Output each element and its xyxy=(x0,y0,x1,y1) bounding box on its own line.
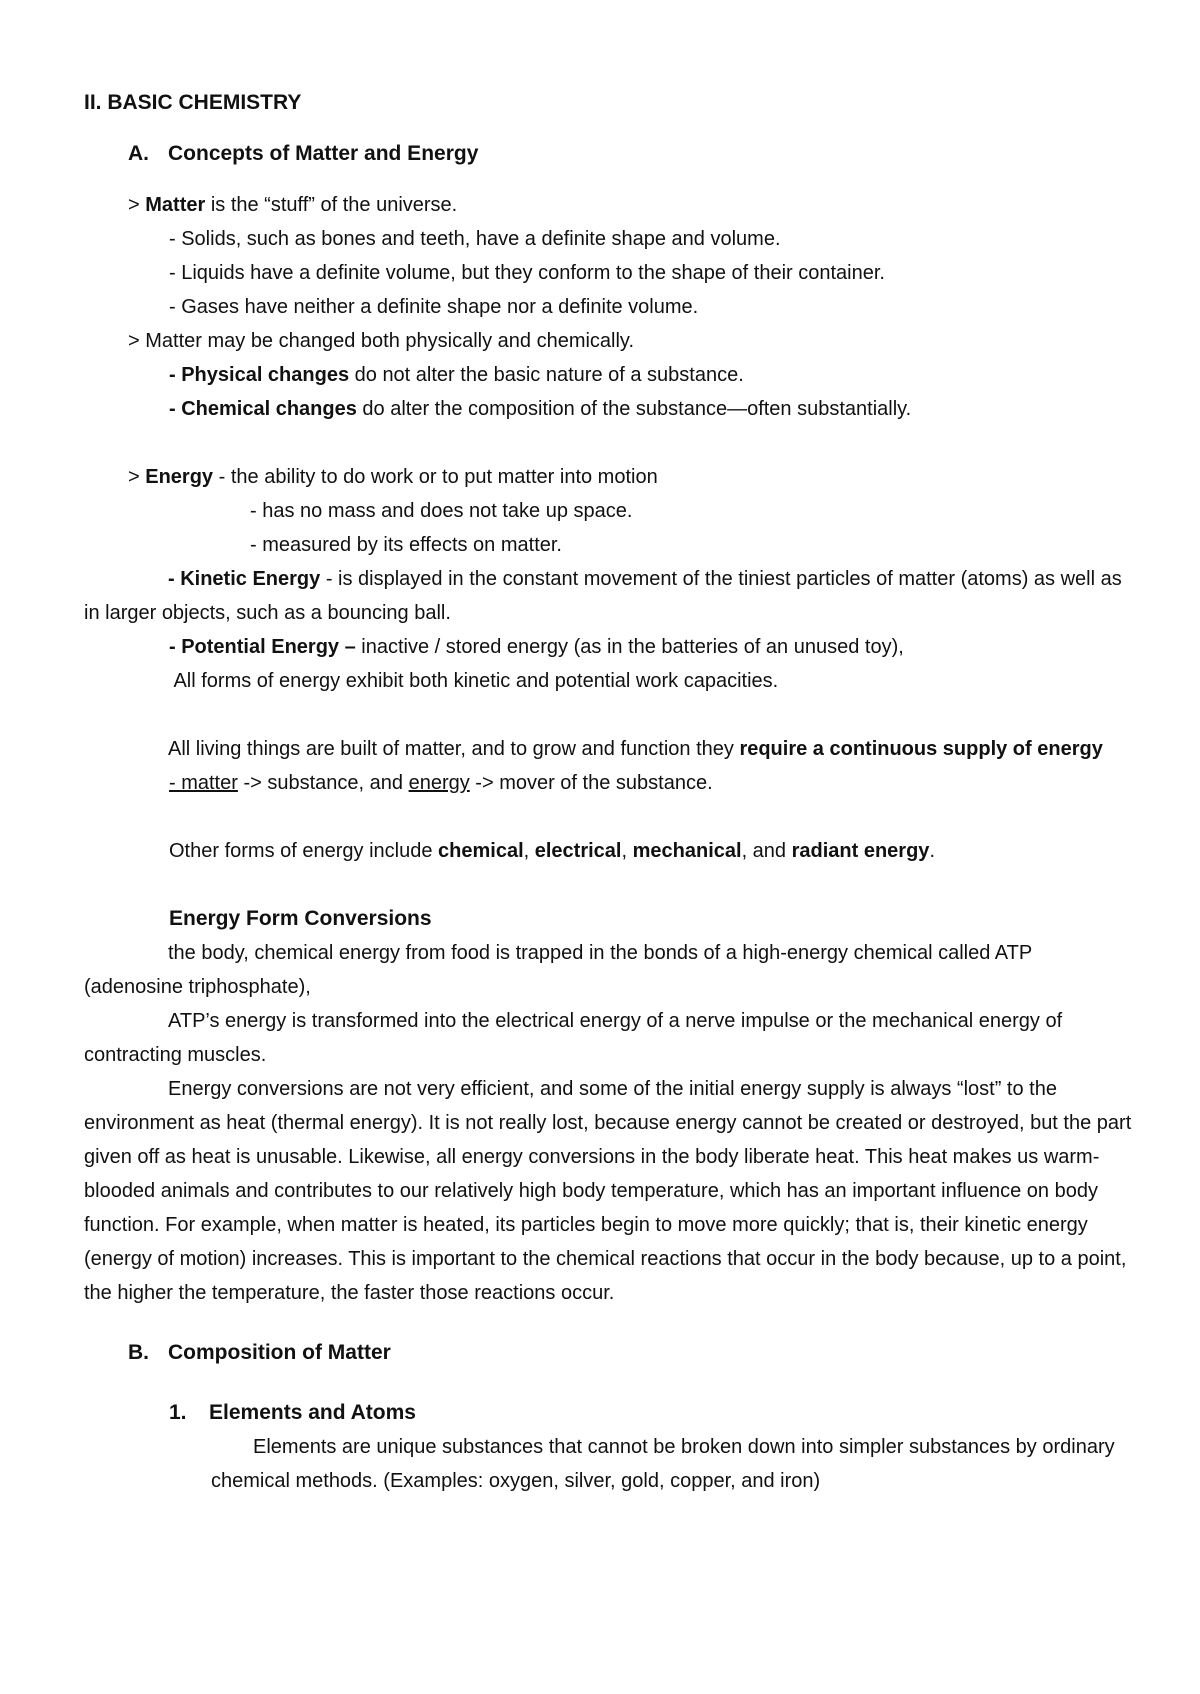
living-bold: require a continuous supply of energy xyxy=(739,738,1103,760)
matter-term: Matter xyxy=(145,194,206,216)
chemical-changes-term: - Chemical changes xyxy=(169,398,357,420)
conversions-paragraph-2: ATP’s energy is transformed into the electrical energy of a nerve impulse or the mechanical energy of contracting muscles. xyxy=(84,1010,1063,1066)
energy-conversions-heading: Energy Form Conversions xyxy=(169,907,432,930)
matter-underlined: - matter xyxy=(169,772,238,794)
section-b-heading xyxy=(84,1336,1134,1370)
physical-changes-text: do not alter the basic nature of a substance. xyxy=(349,364,744,386)
elements-title: Elements and Atoms xyxy=(209,1401,416,1424)
potential-energy-item xyxy=(84,630,1134,664)
matter-text: is the “stuff” of the universe. xyxy=(205,194,458,216)
separator: , xyxy=(621,840,633,862)
elements-paragraph: Elements are unique substances that cannot be broken down into simpler substances by ordinary chemical methods. (Examples: oxygen, silver, gold, copper, and iron) xyxy=(211,1436,1115,1492)
matter-definition xyxy=(84,188,1134,222)
elements-label: 1. xyxy=(169,1401,187,1424)
other-forms-line xyxy=(84,834,1134,868)
bullet-prefix: > xyxy=(128,194,146,216)
document-page xyxy=(84,86,1134,1498)
liquids-item: - Liquids have a definite volume, but they conform to the shape of their container. xyxy=(169,262,885,284)
energy-measured-item: - measured by its effects on matter. xyxy=(250,534,562,556)
kinetic-energy-term: - Kinetic Energy xyxy=(168,568,321,590)
elements-heading xyxy=(84,1396,1134,1430)
form-chemical: chemical xyxy=(438,840,524,862)
chemical-changes-item xyxy=(84,392,1134,426)
physical-changes-item xyxy=(84,358,1134,392)
relation-mid: -> substance, and xyxy=(237,772,409,794)
energy-mass-item: - has no mass and does not take up space. xyxy=(250,500,633,522)
potential-energy-term: - Potential Energy – xyxy=(169,636,356,658)
relation-end: -> mover of the substance. xyxy=(469,772,713,794)
gases-item: - Gases have neither a definite shape nor a definite volume. xyxy=(169,296,699,318)
other-forms-text: Other forms of energy include xyxy=(169,840,439,862)
living-things-paragraph xyxy=(84,732,1134,766)
energy-text: - the ability to do work or to put matter into motion xyxy=(213,466,658,488)
physical-changes-term: - Physical changes xyxy=(169,364,350,386)
solids-item: - Solids, such as bones and teeth, have a definite shape and volume. xyxy=(169,228,781,250)
bullet-prefix: > xyxy=(128,466,146,488)
chemical-changes-text: do alter the composition of the substance—often substantially. xyxy=(356,398,912,420)
section-b-label: B. xyxy=(128,1341,149,1364)
conversions-paragraph-3: Energy conversions are not very efficient, and some of the initial energy supply is always “lost” to the environment as heat (thermal energy). It is not really lost, because energy cannot be created or destroyed, but the part given off as heat is unusable. Likewise, all energy conversions in the body liberate heat. This heat makes us warm-blooded animals and contributes to our relatively high body temperature, which has an important influence on body function. For example, when matter is heated, its particles begin to move more quickly; that is, their kinetic energy (energy of motion) increases. This is important to the chemical reactions that occur in the body because, up to a point, the higher the temperature, the faster those reactions occur. xyxy=(84,1078,1132,1304)
section-a-title: Concepts of Matter and Energy xyxy=(168,142,479,165)
energy-underlined: energy xyxy=(408,772,470,794)
form-radiant: radiant energy xyxy=(791,840,930,862)
form-mechanical: mechanical xyxy=(632,840,742,862)
potential-energy-text: inactive / stored energy (as in the batteries of an unused toy), xyxy=(355,636,904,658)
all-forms-note: All forms of energy exhibit both kinetic and potential work capacities. xyxy=(169,670,779,692)
matter-changed: > Matter may be changed both physically and chemically. xyxy=(128,330,635,352)
separator: , and xyxy=(741,840,792,862)
kinetic-energy-item xyxy=(84,562,1134,630)
section-a-label: A. xyxy=(128,142,149,165)
energy-term: Energy xyxy=(145,466,214,488)
kinetic-energy-text: - is displayed in the constant movement of the tiniest particles of matter (atoms) as well as in larger objects, such as a bouncing ball. xyxy=(84,568,1122,624)
section-a-heading xyxy=(84,137,1134,171)
energy-definition xyxy=(84,460,1134,494)
other-forms-end: . xyxy=(929,840,935,862)
matter-energy-relation xyxy=(84,766,1134,800)
section-b-title: Composition of Matter xyxy=(168,1341,391,1364)
conversions-paragraph-1: the body, chemical energy from food is trapped in the bonds of a high-energy chemical called ATP (adenosine triphosphate), xyxy=(84,942,1032,998)
document-title: II. BASIC CHEMISTRY xyxy=(84,91,302,114)
form-electrical: electrical xyxy=(534,840,622,862)
separator: , xyxy=(523,840,535,862)
living-text: All living things are built of matter, and to grow and function they xyxy=(168,738,740,760)
